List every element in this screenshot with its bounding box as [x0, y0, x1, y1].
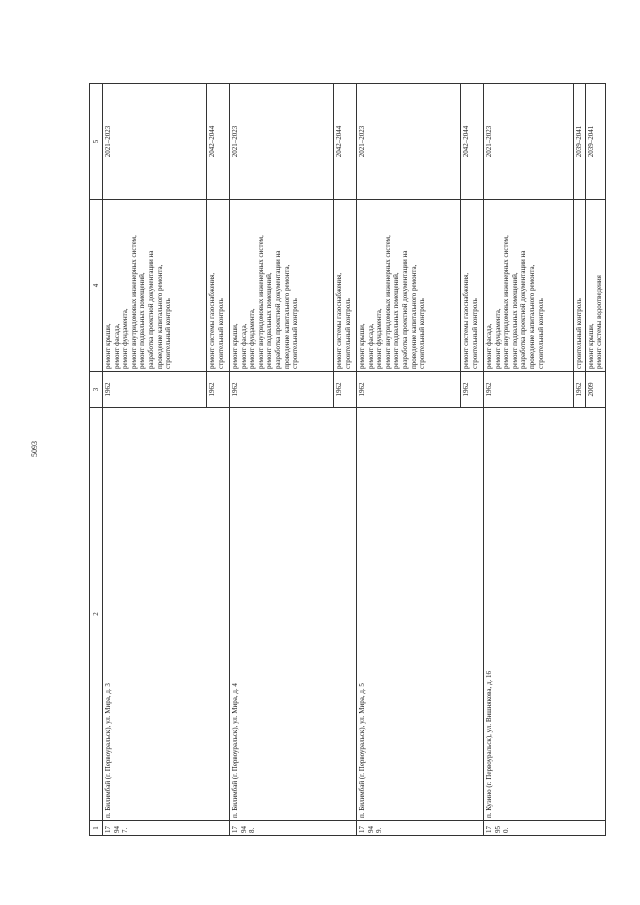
header-col-5: 5 [90, 84, 103, 200]
row-work-list [357, 200, 461, 372]
work-item: строительный контроль [343, 298, 352, 369]
work-item: строительный контроль [216, 298, 225, 369]
row-year: 1962 [461, 372, 484, 408]
row-number: 17947. [103, 821, 230, 836]
table-row [484, 84, 574, 836]
row-period: 2021–2023 [103, 84, 207, 200]
work-item: строительный контроль [164, 298, 173, 369]
row-address: п. Билимбай (г. Первоуральск), ул. Мира, д. 5 [357, 408, 484, 821]
row-period: 2021–2023 [230, 84, 334, 200]
work-item: ремонт фундамента, [248, 308, 257, 369]
work-item: ремонт крыши, [104, 323, 112, 369]
work-item: ремонт внутридомовых инженерных систем, [502, 235, 511, 369]
row-period: 2021–2023 [357, 84, 461, 200]
work-item: ремонт системы газоснабжения, [462, 272, 470, 369]
work-item: проведение капитального ремонта, [282, 264, 291, 369]
header-col-4: 4 [90, 200, 103, 372]
row-number: 17950. [484, 821, 606, 836]
row-number: 17949. [357, 821, 484, 836]
row-year: 1962 [574, 372, 586, 408]
row-year: 1962 [207, 372, 230, 408]
header-col-2: 2 [90, 408, 103, 821]
work-item: строительный контроль [470, 298, 479, 369]
work-item: разработка проектной документации на [146, 250, 155, 369]
page-number: 5093 [30, 441, 39, 457]
work-item: строительный контроль [291, 298, 300, 369]
work-item: строительный контроль [418, 298, 427, 369]
work-item: ремонт фундамента, [375, 308, 384, 369]
row-work-list [461, 200, 484, 372]
work-item: ремонт фасада, [112, 323, 121, 369]
row-period: 2039–2041 [585, 84, 605, 200]
row-address: п. Кузино (г. Первоуральск), ул. Вишнякова, д. 16 [484, 408, 606, 821]
row-year: 2009 [585, 372, 605, 408]
work-item: ремонт системы газоснабжения, [335, 272, 343, 369]
row-work-list [230, 200, 334, 372]
row-period: 2042–2044 [334, 84, 357, 200]
row-address: п. Билимбай (г. Первоуральск), ул. Мира, д. 4 [230, 408, 357, 821]
work-item: ремонт внутридомовых инженерных систем, [129, 235, 138, 369]
row-period: 2021–2023 [484, 84, 574, 200]
work-item: ремонт фасада, [485, 323, 493, 369]
header-col-3: 3 [90, 372, 103, 408]
work-item: ремонт системы газоснабжения, [208, 272, 216, 369]
row-work-list [103, 200, 207, 372]
work-item: ремонт фасада, [239, 323, 248, 369]
table-row [103, 84, 207, 836]
work-item: ремонт фасада, [366, 323, 375, 369]
row-year: 1962 [334, 372, 357, 408]
row-year: 1962 [484, 372, 574, 408]
work-item: ремонт внутридомовых инженерных систем, [383, 235, 392, 369]
row-period: 2042–2044 [461, 84, 484, 200]
row-work-list [585, 200, 605, 372]
work-item: ремонт подвальных помещений, [265, 272, 274, 369]
row-work-list [484, 200, 574, 372]
row-year: 1962 [357, 372, 461, 408]
row-work-list [574, 200, 586, 372]
work-item: ремонт крыши, [586, 323, 595, 369]
work-item: проведение капитального ремонта, [155, 264, 164, 369]
work-item: ремонт фундамента, [493, 308, 502, 369]
work-item: разработка проектной документации на [519, 250, 528, 369]
row-work-list [207, 200, 230, 372]
work-item: ремонт подвальных помещений, [392, 272, 401, 369]
table-row [357, 84, 461, 836]
work-item: ремонт крыши, [358, 323, 366, 369]
row-period: 2042–2044 [207, 84, 230, 200]
work-item: проведение капитального ремонта, [527, 264, 536, 369]
work-item: ремонт подвальных помещений, [138, 272, 147, 369]
work-item: ремонт системы водоотведения [595, 275, 604, 369]
work-item: ремонт фундамента, [121, 308, 130, 369]
table-row [230, 84, 334, 836]
row-address: п. Билимбай (г. Первоуральск), ул. Мира, д. 3 [103, 408, 230, 821]
rotated-table-frame [89, 84, 604, 836]
work-item: строительный контроль [536, 298, 545, 369]
row-period: 2039–2041 [574, 84, 586, 200]
row-year: 1962 [230, 372, 334, 408]
row-year: 1962 [103, 372, 207, 408]
work-item: ремонт внутридомовых инженерных систем, [256, 235, 265, 369]
work-item: ремонт крыши, [231, 323, 239, 369]
work-item: разработка проектной документации на [273, 250, 282, 369]
table-container [89, 84, 604, 836]
row-number: 17948. [230, 821, 357, 836]
work-item: проведение капитального ремонта, [409, 264, 418, 369]
work-item: разработка проектной документации на [400, 250, 409, 369]
row-work-list [334, 200, 357, 372]
header-row [90, 84, 103, 836]
header-col-1: 1 [90, 821, 103, 836]
repair-schedule-table [89, 83, 606, 836]
work-item: строительный контроль [575, 298, 583, 369]
work-item: ремонт подвальных помещений, [510, 272, 519, 369]
